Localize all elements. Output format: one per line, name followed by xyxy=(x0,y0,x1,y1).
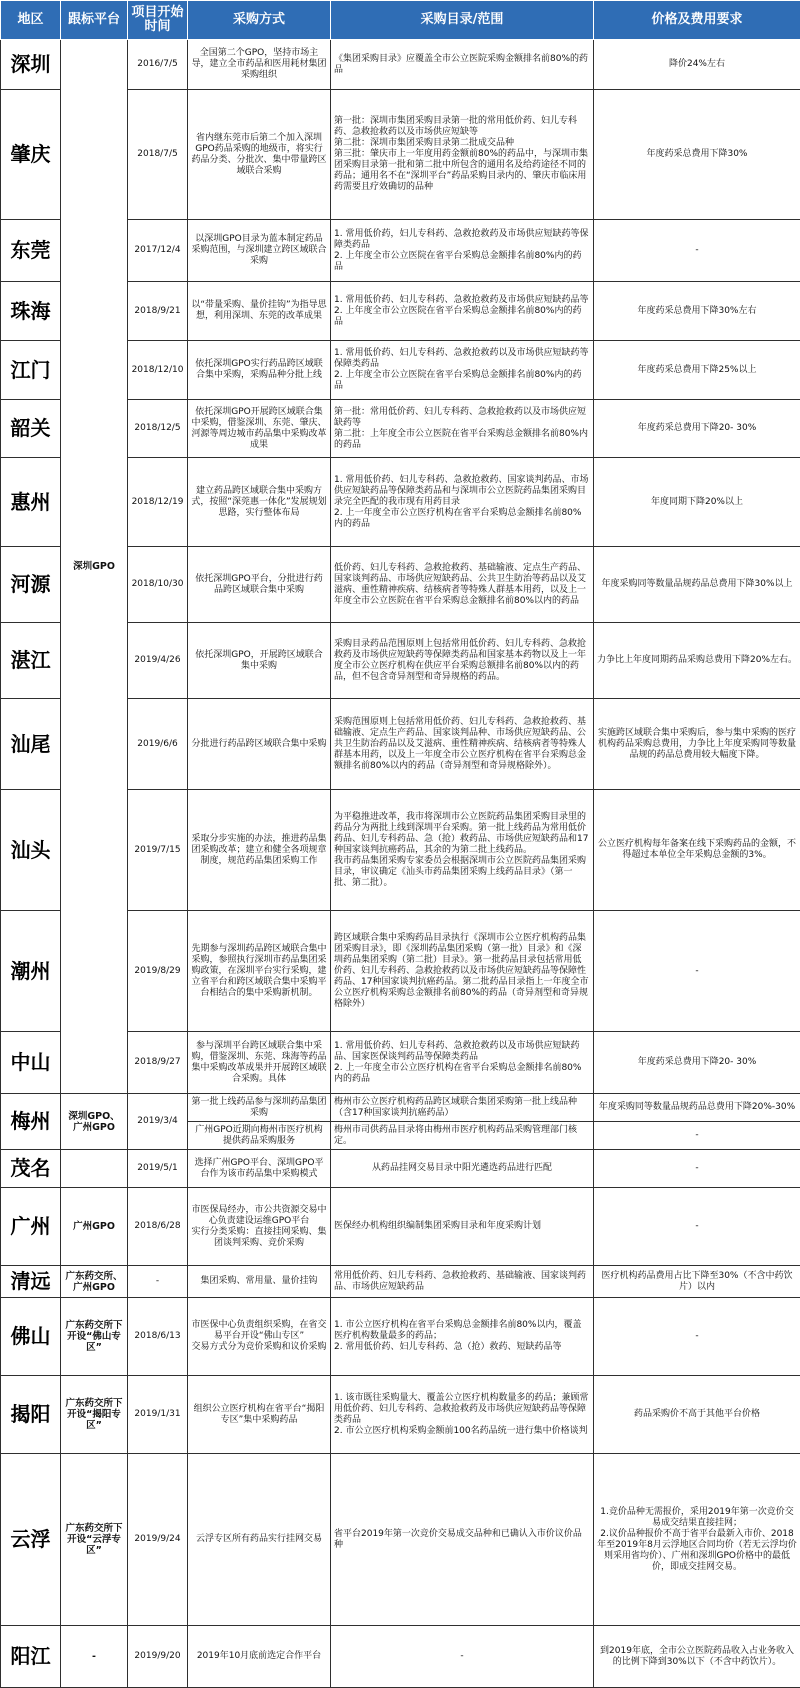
header-row xyxy=(1,1,800,40)
scope-cell: 采购范围原则上包括常用低价药、妇儿专科药、急救抢救药、基础输液、定点生产药品、国家谈判品种、市场供应短缺药品、公共卫生防治药品以及艾滋病、重性精神疾病、结核病者等特殊人群基本用药，以及上一年度全市公立医疗机构在省平台采购总金额排名前80%以内的药品（奇异剂型和奇异规格除外）。 xyxy=(331,699,594,790)
method-cell: 全国第二个GPO，坚持市场主导，建立全市药品和医用耗材集团采购组织 xyxy=(188,40,331,90)
price-cell: 医疗机构药品费用占比下降至30%（不含中药饮片）以内 xyxy=(594,1266,800,1298)
price-cell: - xyxy=(594,911,800,1032)
scope-cell: 1. 常用低价药、妇儿专科药、急救抢救药以及市场供应短缺药等保障类药品 2. 上年度全市公立医院在省平台采购总金额排名前80%内的药品 xyxy=(331,341,594,400)
region-cell: 汕尾 xyxy=(1,699,61,790)
date-cell: 2017/12/4 xyxy=(128,220,188,282)
date-cell: 2018/6/13 xyxy=(128,1298,188,1376)
date-cell: 2018/6/28 xyxy=(128,1188,188,1266)
platform-cell: 广东药交所下开设“揭阳专区” xyxy=(61,1376,128,1454)
price-cell: 药品采购价不高于其他平台价格 xyxy=(594,1376,800,1454)
price-cell: - xyxy=(594,1122,800,1150)
price-cell: 年度采购同等数量品规药品总费用下降30%以上 xyxy=(594,547,800,623)
table-row xyxy=(1,40,800,90)
price-cell: 力争比上年度同期药品采购总费用下降20%左右。 xyxy=(594,623,800,699)
scope-cell: 1. 常用低价药、妇儿专科药、急救抢救药以及市场供应短缺药品、国家医保谈判药品等保障类药品 2. 上一年度全市公立医疗机构在省平台采购总金额排名前80%内的药品 xyxy=(331,1032,594,1094)
header-region: 地区 xyxy=(1,1,61,40)
region-cell: 汕头 xyxy=(1,790,61,911)
date-cell: - xyxy=(128,1266,188,1298)
region-cell: 广州 xyxy=(1,1188,61,1266)
method-cell: 选择广州GPO平台、深圳GPO平台作为该市药品集中采购模式 xyxy=(188,1150,331,1188)
price-cell: 年度采购同等数量品规药品总费用下降20%-30% xyxy=(594,1094,800,1122)
platform-cell: 广州GPO xyxy=(61,1188,128,1266)
header-platform: 跟标平台 xyxy=(61,1,128,40)
region-cell: 茂名 xyxy=(1,1150,61,1188)
platform-cell: 广东药交所下开设“云浮专区” xyxy=(61,1454,128,1626)
price-cell: - xyxy=(594,1150,800,1188)
method-cell: 依托深圳GPO，开展跨区域联合集中采购 xyxy=(188,623,331,699)
date-cell: 2019/7/15 xyxy=(128,790,188,911)
scope-cell: 低价药、妇儿专科药、急救抢救药、基础输液、定点生产药品、国家谈判药品、市场供应短缺药品、公共卫生防治等药品以及艾滋病、重性精神疾病、结核病者等特殊人群基本用药，以及上一年度全市公立医院在省平台采购总金额排名前80%以内的药品 xyxy=(331,547,594,623)
table-row xyxy=(1,1094,800,1122)
price-cell: 年度药采总费用下降30%左右 xyxy=(594,282,800,341)
platform-cell: - xyxy=(61,1626,128,1688)
date-cell: 2018/9/27 xyxy=(128,1032,188,1094)
region-cell: 肇庆 xyxy=(1,90,61,220)
price-cell: 年度药采总费用下降30% xyxy=(594,90,800,220)
region-cell: 中山 xyxy=(1,1032,61,1094)
price-cell: 实施跨区域联合集中采购后，参与集中采购的医疗机构药品采购总费用，力争比上年度采购同等数量品规的药品总费用较大幅度下降。 xyxy=(594,699,800,790)
date-cell: 2019/6/6 xyxy=(128,699,188,790)
scope-cell: 1. 常用低价药、妇儿专科药、急救抢救药及市场供应短缺药品等 2. 上年度全市公立医院在省平台采购总金额排名前80%内的药品 xyxy=(331,282,594,341)
price-cell: - xyxy=(594,1188,800,1266)
date-cell: 2018/12/10 xyxy=(128,341,188,400)
scope-cell: 为平稳推进改革，我市将深圳市公立医院药品集团采购目录里的药品分为两批上线到深圳平台采购。第一批上线药品为常用低价药品、妇儿专科药品、急（抢）救药品、市场供应短缺药品和17种国家谈判抗癌药品，其余的为第二批上线药品。 我市药品集团采购专家委员会根据深圳市公立医院药品集团采购目录，审议确定《汕头市药品集团采购上线药品目录》（第一批、第二批）。 xyxy=(331,790,594,911)
date-cell: 2018/12/19 xyxy=(128,458,188,547)
method-cell: 依托深圳GPO实行药品跨区域联合集中采购，采购品种分批上线 xyxy=(188,341,331,400)
method-cell: 先期参与深圳药品跨区域联合集中采购，参照执行深圳市药品集团采购政策，在深圳平台实行采购，建立省平台和跨区域联合集中采购平台相结合的集中采购新机制。 xyxy=(188,911,331,1032)
scope-cell: 1. 常用低价药，妇儿专科药、急救抢救药及市场供应短缺药等保障类药品 2. 上年度全市公立医院在省平台采购总金额排名前80%内的药品 xyxy=(331,220,594,282)
platform-cell: 广东药交所下开设“佛山专区” xyxy=(61,1298,128,1376)
price-cell: 年度药采总费用下降20- 30% xyxy=(594,1032,800,1094)
platform-cell: 深圳GPO xyxy=(61,40,128,1094)
method-cell: 依托深圳GPO开展跨区域联合集中采购，借鉴深圳、东莞、肇庆、河源等周边城市药品集中采购改革成果 xyxy=(188,400,331,458)
price-cell: 降价24%左右 xyxy=(594,40,800,90)
scope-cell: 1. 常用低价药、妇儿专科药、急救抢救药、国家谈判药品、市场供应短缺药品等保障类药品和与深圳市公立医院药品集团采购目录完全匹配的我市现有用药目录 2. 上一年度全市公立医疗机构在省平台采购总金额排名前80%内的药品 xyxy=(331,458,594,547)
table-row xyxy=(1,1454,800,1626)
scope-cell: 梅州市司供药品目录将由梅州市医疗机构药品采购管理部门核定。 xyxy=(331,1122,594,1150)
method-cell: 2019年10月底前选定合作平台 xyxy=(188,1626,331,1688)
scope-cell: 省平台2019年第一次竞价交易成交品种和已确认入市价议价品种 xyxy=(331,1454,594,1626)
date-cell: 2019/4/26 xyxy=(128,623,188,699)
date-cell: 2018/12/5 xyxy=(128,400,188,458)
table-row xyxy=(1,1376,800,1454)
price-cell: - xyxy=(594,220,800,282)
date-cell: 2019/1/31 xyxy=(128,1376,188,1454)
platform-cell: 深圳GPO、广州GPO xyxy=(61,1094,128,1150)
scope-cell: 采购目录药品范围原则上包括常用低价药、妇儿专科药、急救抢救药及市场供应短缺药等保障类药品和国家基本药物以及上一年度全市公立医疗机构在供应平台采购总额排名前80%以内的药品，但不包含奇异剂型和奇异规格的药品。 xyxy=(331,623,594,699)
region-cell: 阳江 xyxy=(1,1626,61,1688)
platform-cell xyxy=(61,1150,128,1188)
price-cell: 年度药采总费用下降25%以上 xyxy=(594,341,800,400)
date-cell: 2018/7/5 xyxy=(128,90,188,220)
table-row xyxy=(1,1150,800,1188)
price-cell: - xyxy=(594,1298,800,1376)
method-cell: 采取分步实施的办法，推进药品集团采购改革；建立和健全各项规章制度，规范药品集团采购工作 xyxy=(188,790,331,911)
method-cell: 组织公立医疗机构在省平台“揭阳专区”集中采购药品 xyxy=(188,1376,331,1454)
date-cell: 2019/9/20 xyxy=(128,1626,188,1688)
scope-cell: 1. 该市既往采购量大、覆盖公立医疗机构数量多的药品；兼顾常用低价药、妇儿专科药、急救抢救药及市场供应短缺药品等保障类药品 2. 市公立医疗机构采购金额前100名药品统一进行集中价格谈判 xyxy=(331,1376,594,1454)
method-cell: 依托深圳GPO平台，分批进行药品跨区域联合集中采购 xyxy=(188,547,331,623)
method-cell: 市医保中心负责组织采购，在省交易平台开设“佛山专区” 交易方式分为竞价采购和议价采购 xyxy=(188,1298,331,1376)
region-cell: 深圳 xyxy=(1,40,61,90)
scope-cell: - xyxy=(331,1626,594,1688)
region-cell: 江门 xyxy=(1,341,61,400)
header-method: 采购方式 xyxy=(188,1,331,40)
method-cell: 省内继东莞市后第二个加入深圳GPO药品采购的地级市，将实行药品分类、分批次、集中带量跨区域联合采购 xyxy=(188,90,331,220)
method-cell: 参与深圳平台跨区域联合集中采购，借鉴深圳、东莞、珠海等药品集中采购改革成果并开展跨区域联合采购。具体 xyxy=(188,1032,331,1094)
price-cell: 到2019年底，全市公立医院药品收入占业务收入的比例下降到30%以下（不含中药饮片）。 xyxy=(594,1626,800,1688)
method-cell: 建立药品跨区域联合集中采购方式，按照“深莞惠一体化”发展规划思路，实行整体布局 xyxy=(188,458,331,547)
method-cell: 集团采购、常用量、量价挂钩 xyxy=(188,1266,331,1298)
region-cell: 揭阳 xyxy=(1,1376,61,1454)
scope-cell: 常用低价药、妇儿专科药、急救抢救药、基础输液、国家谈判药品、市场供应短缺药品 xyxy=(331,1266,594,1298)
scope-cell: 医保经办机构组织编制集团采购目录和年度采购计划 xyxy=(331,1188,594,1266)
region-cell: 韶关 xyxy=(1,400,61,458)
platform-cell: 广东药交所、广州GPO xyxy=(61,1266,128,1298)
table-row xyxy=(1,1188,800,1266)
region-cell: 河源 xyxy=(1,547,61,623)
scope-cell: 梅州市公立医疗机构药品跨区域联合集团采购第一批上线品种（含17种国家谈判抗癌药品） xyxy=(331,1094,594,1122)
price-cell: 1.竞价品种无需报价，采用2019年第一次竞价交易成交结果直接挂网； 2.议价品种报价不高于省平台最新入市价、2018年至2019年8月云浮地区合同均价（若无云浮均价则采用省均价）、广州和深圳GPO价格中的最低价，即成交挂网交易。 xyxy=(594,1454,800,1626)
scope-cell: 《集团采购目录》应覆盖全市公立医院采购金额排名前80%的药品 xyxy=(331,40,594,90)
scope-cell: 第一批：深圳市集团采购目录第一批的常用低价药、妇儿专科药、急救抢救药以及市场供应短缺等 第二批：深圳市集团采购目录第二批成交品种 第三批：肇庆市上一年度用药金额前80%的药品中，与深圳市集团采购目录第一批和第二批中所包含的通用名及给药途径不同的药品；通用名不在“深圳平台”药品采购目录内的、肇庆市临床用药需要且疗效确切的品种 xyxy=(331,90,594,220)
scope-cell: 跨区域联合集中采购药品目录执行《深圳市公立医疗机构药品集团采购目录》，即《深圳药品集团采购（第一批）目录》和《深圳药品集团采购（第二批）目录》。第一批药品目录包括常用低价药、妇儿专科药、急救抢救药以及市场供应短缺药品等保障性药品、17种国家谈判抗癌药品。第二批药品目录指上一年度全市公立医疗机构采购总金额排名前80%的药品（奇异剂型和奇异规格除外） xyxy=(331,911,594,1032)
scope-cell: 第一批：常用低价药、妇儿专科药、急救抢救药以及市场供应短缺药等 第二批：上年度全市公立医院在省平台采购总金额排名前80%内的药品 xyxy=(331,400,594,458)
price-cell: 年度药采总费用下降20- 30% xyxy=(594,400,800,458)
region-cell: 佛山 xyxy=(1,1298,61,1376)
region-cell: 云浮 xyxy=(1,1454,61,1626)
region-cell: 梅州 xyxy=(1,1094,61,1150)
header-scope: 采购目录/范围 xyxy=(331,1,594,40)
region-cell: 惠州 xyxy=(1,458,61,547)
region-cell: 清远 xyxy=(1,1266,61,1298)
method-cell: 广州GPO近期向梅州市医疗机构提供药品采购服务 xyxy=(188,1122,331,1150)
method-cell: 以深圳GPO目录为蓝本制定药品采购范围，与深圳建立跨区域联合采购 xyxy=(188,220,331,282)
date-cell: 2019/8/29 xyxy=(128,911,188,1032)
date-cell: 2016/7/5 xyxy=(128,40,188,90)
method-cell: 市医保局经办，市公共资源交易中心负责建设运维GPO平台 实行分类采购：直接挂网采购、集团谈判采购、竞价采购 xyxy=(188,1188,331,1266)
date-cell: 2019/9/24 xyxy=(128,1454,188,1626)
region-cell: 湛江 xyxy=(1,623,61,699)
method-cell: 以“带量采购、量价挂钩”为指导思想，利用深圳、东莞的改革成果 xyxy=(188,282,331,341)
method-cell: 第一批上线药品参与深圳药品集团采购 xyxy=(188,1094,331,1122)
price-cell: 年度同期下降20%以上 xyxy=(594,458,800,547)
region-cell: 珠海 xyxy=(1,282,61,341)
region-cell: 潮州 xyxy=(1,911,61,1032)
date-cell: 2018/9/21 xyxy=(128,282,188,341)
method-cell: 云浮专区所有药品实行挂网交易 xyxy=(188,1454,331,1626)
date-cell: 2019/3/4 xyxy=(128,1094,188,1150)
date-cell: 2018/10/30 xyxy=(128,547,188,623)
table-row xyxy=(1,1298,800,1376)
header-start-date: 项目开始时间 xyxy=(128,1,188,40)
price-cell: 公立医疗机构每年备案在线下采购药品的金额，不得超过本单位全年采购总金额的3%。 xyxy=(594,790,800,911)
scope-cell: 1. 市公立医疗机构在省平台采购总金额排名前80%以内，覆盖医疗机构数量最多的药品； 2. 常用低价药、妇儿专科药、急（抢）救药、短缺药品等 xyxy=(331,1298,594,1376)
method-cell: 分批进行药品跨区域联合集中采购 xyxy=(188,699,331,790)
region-cell: 东莞 xyxy=(1,220,61,282)
table-row xyxy=(1,1626,800,1688)
scope-cell: 从药品挂网交易目录中阳光遴选药品进行匹配 xyxy=(331,1150,594,1188)
table-row xyxy=(1,1266,800,1298)
date-cell: 2019/5/1 xyxy=(128,1150,188,1188)
header-price: 价格及费用要求 xyxy=(594,1,800,40)
